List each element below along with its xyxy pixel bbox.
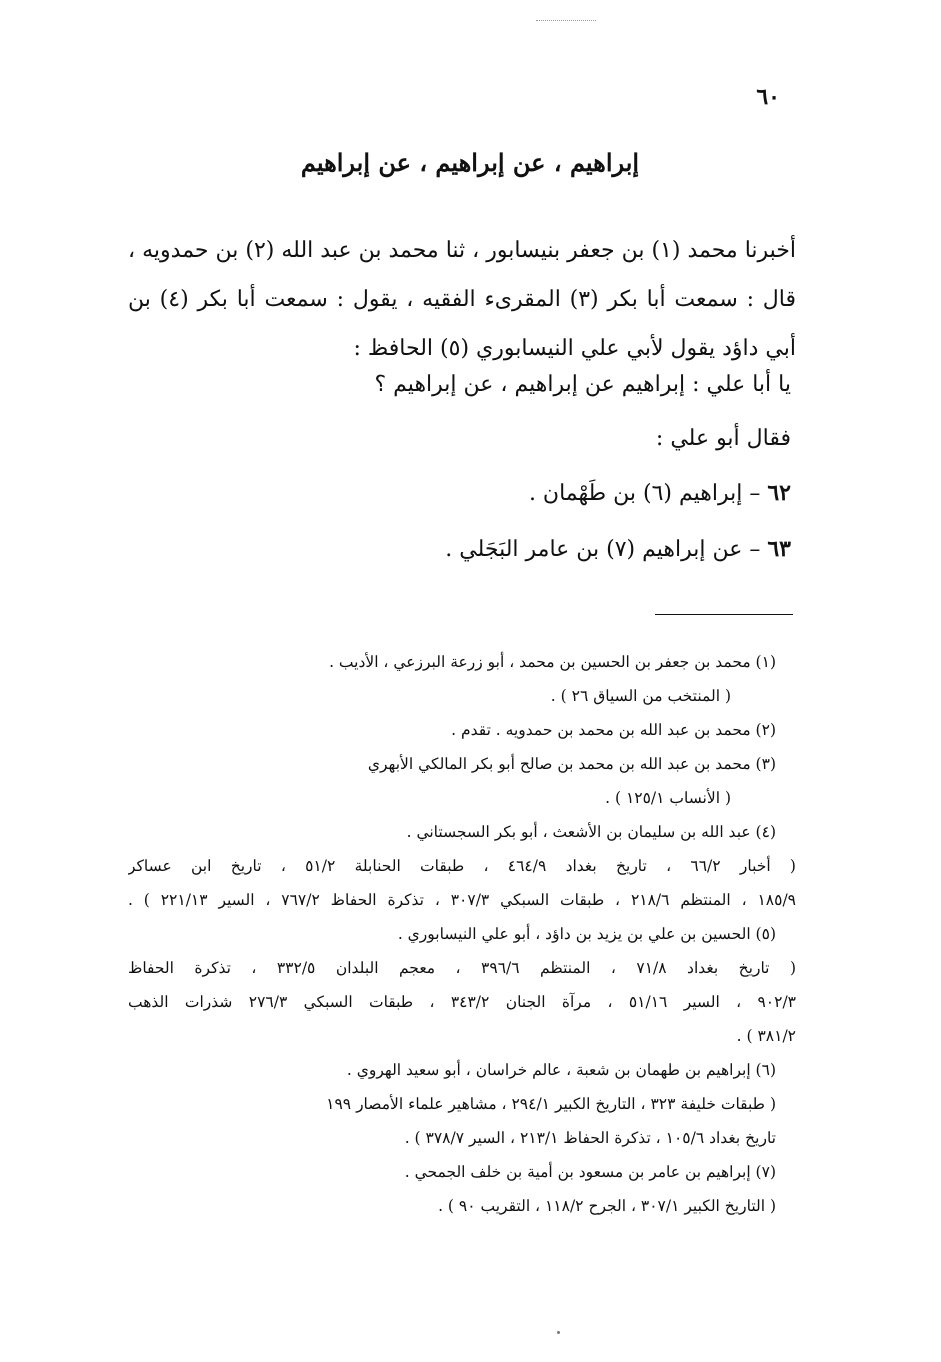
- footnote-line: (١) محمد بن جعفر بن الحسين بن محمد ، أبو زرعة البرزعي ، الأديب .: [329, 653, 776, 671]
- entry-63: [131, 536, 791, 562]
- footnote-line: تاريخ بغداد ١٠٥/٦ ، تذكرة الحفاظ ٢١٣/١ ، السير ٣٧٨/٧ ) .: [404, 1129, 776, 1147]
- entry-62: [131, 480, 791, 506]
- footnote-line: ٩٠٢/٣ ، السير ٥١/١٦ ، مرآة الجنان ٣٤٣/٢ ، طبقات السبكي ٢٧٦/٣ شذرات الذهب: [128, 993, 796, 1011]
- footnote-line: ( المنتخب من السياق ٢٦ ) .: [550, 687, 731, 705]
- page-number: ٦٠: [756, 84, 780, 110]
- footnote-line: (٧) إبراهيم بن عامر بن مسعود بن أمية بن خلف الجمحي .: [404, 1163, 776, 1181]
- footnote-line: ( أخبار ٦٦/٢ ، تاريخ بغداد ٤٦٤/٩ ، طبقات الحنابلة ٥١/٢ ، تاريخ ابن عساكر: [128, 857, 796, 875]
- footnote-line: (٢) محمد بن عبد الله بن محمد بن حمدويه . تقدم .: [451, 721, 776, 739]
- answer-intro-line: فقال أبو علي :: [655, 426, 791, 451]
- footnote-line: ( الأنساب ١٢٥/١ ) .: [605, 789, 731, 807]
- entry-number: ٦٣: [767, 536, 791, 562]
- bottom-scan-mark: [557, 1331, 560, 1334]
- entry-text: – إبراهيم (٦) بن طَهْمان .: [528, 481, 768, 506]
- footnote-line: (٥) الحسين بن علي بن يزيد بن داؤد ، أبو علي النيسابوري .: [397, 925, 776, 943]
- footnote-line: ١٨٥/٩ ، المنتظم ٢١٨/٦ ، طبقات السبكي ٣٠٧/٣ ، تذكرة الحفاظ ٧٦٧/٢ ، السير ٢٢١/١٣ ) .: [128, 891, 796, 909]
- entry-text: – عن إبراهيم (٧) بن عامر البَجَلي .: [445, 537, 768, 562]
- question-line: يا أبا علي : إبراهيم عن إبراهيم ، عن إبراهيم ؟: [374, 372, 791, 397]
- footnotes: [128, 645, 796, 1223]
- footnote-line: ( التاريخ الكبير ٣٠٧/١ ، الجرح ١١٨/٢ ، التقريب ٩٠ ) .: [438, 1197, 776, 1215]
- footnote-line: ٣٨١/٢ ) .: [736, 1027, 796, 1045]
- entry-number: ٦٢: [767, 480, 791, 506]
- isnad-paragraph: أخبرنا محمد (١) بن جعفر بنيسابور ، ثنا محمد بن عبد الله (٢) بن حمدويه ، قال : سمعت أبا بكر (٣) المقرىء الفقيه ، يقول : سمعت أبا بكر (٤) بن أبي داؤد يقول لأبي علي النيسابوري (٥) الحافظ :: [128, 238, 797, 361]
- footnote-line: (٦) إبراهيم بن طهمان بن شعبة ، عالم خراسان ، أبو سعيد الهروي .: [346, 1061, 776, 1079]
- footnote-line: (٣) محمد بن عبد الله بن محمد بن صالح أبو بكر المالكي الأبهري: [367, 755, 776, 773]
- footnote-line: ( طبقات خليفة ٣٢٣ ، التاريخ الكبير ٢٩٤/١ ، مشاهير علماء الأمصار ١٩٩: [326, 1095, 776, 1113]
- top-scan-mark: [536, 20, 596, 21]
- footnote-separator: [655, 614, 793, 615]
- chapter-title: إبراهيم ، عن إبراهيم ، عن إبراهيم: [300, 148, 640, 177]
- footnote-line: (٤) عبد الله بن سليمان بن الأشعث ، أبو بكر السجستاني .: [406, 823, 776, 841]
- footnote-line: ( تاريخ بغداد ٧١/٨ ، المنتظم ٣٩٦/٦ ، معجم البلدان ٣٣٢/٥ ، تذكرة الحفاظ: [128, 959, 796, 977]
